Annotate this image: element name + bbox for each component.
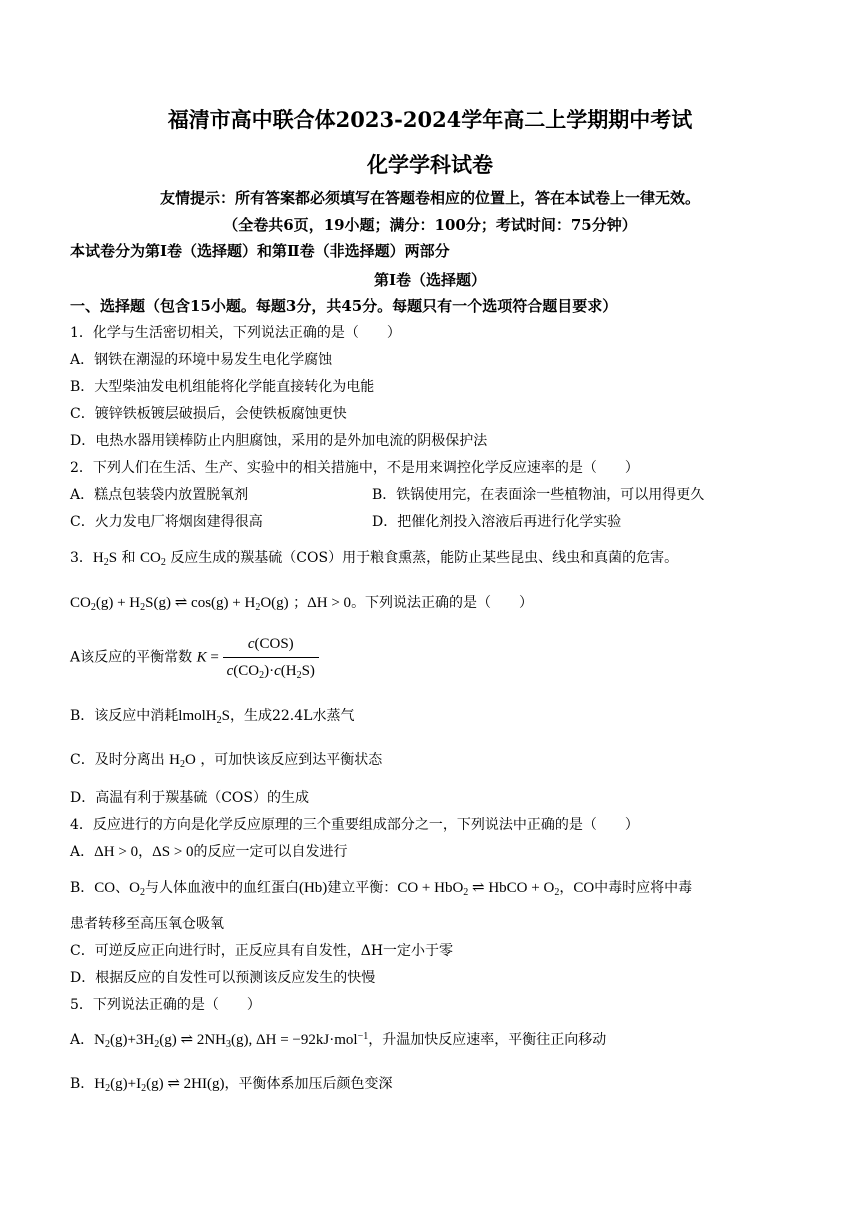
q4-option-b: B．CO、$O_2$与人体血液中的血红蛋白(Hb)建立平衡：CO + HbO$_2$ ⇌ HbCO + $O_2$，CO中毒时应将中毒 [70, 880, 693, 898]
q2-option-c: C．火力发电厂将烟囱建得很高 [70, 514, 263, 530]
q1-stem: 1．化学与生活密切相关，下列说法正确的是（ ） [70, 325, 401, 341]
q4-option-d: D．根据反应的自发性可以预测该反应发生的快慢 [70, 970, 376, 986]
q3-option-c: C．及时分离出 $H_2O$ ，可加快该反应到达平衡状态 [70, 752, 383, 770]
q2-option-a: A．糕点包装袋内放置脱氧剂 [70, 487, 249, 503]
q5-option-a: A．$N_2(g)+3H_2(g)$ ⇌ $2NH_3(g)$, ΔH = −92kJ·mol$^{-1}$，升温加快反应速率，平衡往正向移动 [70, 1031, 607, 1050]
q4-option-a: A．ΔH > 0，ΔS > 0的反应一定可以自发进行 [70, 844, 348, 860]
q3-option-b: B．该反应中消耗lmolH$_2$S，生成22.4L水蒸气 [70, 708, 355, 726]
exam-title: 福清市高中联合体2023-2024学年高二上学期期中考试 [167, 107, 693, 132]
equilibrium-constant-fraction: $\frac{\text{c(COS)}}{c(CO_2)\cdot c(H_2S)}$ [223, 633, 319, 682]
q4-option-c: C．可逆反应正向进行时，正反应具有自发性，ΔH一定小于零 [70, 943, 454, 959]
section-one-heading: 一、选择题（包含15小题。每题3分，共45分。每题只有一个选项符合题目要求） [70, 297, 618, 315]
q3-stem: 3．$H_2S$ 和 $CO_2$ 反应生成的羰基硫（COS）用于粮食熏蒸，能防止某些昆虫、线虫和真菌的危害。 [70, 550, 679, 568]
part-one-heading: 第Ⅰ卷（选择题） [373, 271, 487, 289]
q3-option-d: D．高温有利于羰基硫（COS）的生成 [70, 790, 310, 806]
q1-option-a: A．钢铁在潮湿的环境中易发生电化学腐蚀 [70, 352, 333, 368]
q2-option-b: B．铁锅使用完，在表面涂一些植物油，可以用得更久 [372, 487, 705, 503]
q1-option-c: C．镀锌铁板镀层破损后，会使铁板腐蚀更快 [70, 406, 347, 422]
q5-stem: 5．下列说法正确的是（ ） [70, 997, 261, 1013]
notice: 友情提示：所有答案都必须填写在答题卷相应的位置上，答在本试卷上一律无效。 [159, 189, 700, 207]
q1-option-b: B．大型柴油发电机组能将化学能直接转化为电能 [70, 379, 375, 395]
q2-stem: 2．下列人们在生活、生产、实验中的相关措施中，不是用来调控化学反应速率的是（ ） [70, 460, 639, 476]
q3-option-a: A该反应的平衡常数 K = $\frac{\text{c(COS)}}{c(CO_2)\cdot c(H_2S)}$ [70, 633, 319, 682]
paper-division: 本试卷分为第Ⅰ卷（选择题）和第Ⅱ卷（非选择题）两部分 [70, 242, 450, 260]
exam-subtitle: 化学学科试卷 [367, 152, 493, 177]
q5-option-b: B．$H_2(g)+I_2(g)$ ⇌ 2HI(g)，平衡体系加压后颜色变深 [70, 1076, 393, 1094]
exam-info: （全卷共6页，19小题；满分：100分；考试时间：75分钟） [223, 216, 637, 234]
q3-equation-line: $CO_2(g) + H_2S(g)$ ⇌ $\cos(g) + H_2O(g)$ ；ΔH > 0。下列说法正确的是（ ） [70, 595, 534, 613]
q2-option-d: D．把催化剂投入溶液后再进行化学实验 [372, 514, 622, 530]
q4-stem: 4．反应进行的方向是化学反应原理的三个重要组成部分之一，下列说法中正确的是（ ） [70, 817, 639, 833]
q4-option-b-continued: 患者转移至高压氧仓吸氧 [70, 916, 224, 932]
q1-option-d: D．电热水器用镁棒防止内胆腐蚀，采用的是外加电流的阴极保护法 [70, 433, 488, 449]
